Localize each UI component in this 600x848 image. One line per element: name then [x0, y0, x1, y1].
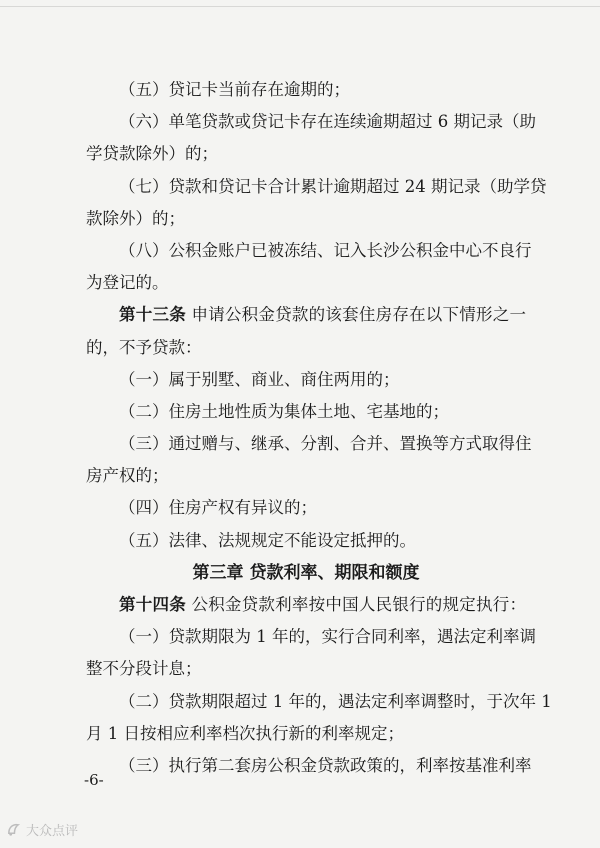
clause-line: （六）单笔贷款或贷记卡存在连续逾期超过 6 期记录（助	[119, 112, 536, 132]
clause-line: 款除外）的；	[86, 208, 185, 228]
clause-line: （八）公积金账户已被冻结、记入长沙公积金中心不良行	[119, 240, 532, 260]
clause-line: 为登记的。	[86, 273, 169, 293]
clause-line: （三）通过赠与、继承、分割、合并、置换等方式取得住	[119, 434, 532, 454]
document-page	[86, 74, 552, 782]
article-13-text: 申请公积金贷款的该套住房存在以下情形之一	[185, 305, 527, 325]
clause-line: 月 1 日按相应利率档次执行新的利率规定；	[86, 723, 404, 743]
top-edge-rule	[0, 6, 600, 7]
article-13-line	[86, 299, 526, 331]
clause-line: （二）住房土地性质为集体土地、宅基地的；	[119, 401, 449, 421]
article-13-heading: 第十三条	[119, 305, 186, 325]
clause-line: （一）贷款期限为 1 年的，实行合同利率，遇法定利率调	[119, 627, 536, 647]
dianping-logo-icon	[6, 822, 21, 837]
article-14-text: 公积金贷款利率按中国人民银行的规定执行：	[185, 595, 527, 614]
page-number: -6-	[84, 771, 104, 789]
chapter-heading: 第三章 贷款利率、期限和额度	[192, 562, 420, 583]
watermark-text: 大众点评	[26, 824, 79, 839]
clause-line: （五）法律、法规规定不能设定抵押的。	[119, 530, 416, 550]
clause-line: （三）执行第二套房公积金贷款政策的，利率按基准利率	[119, 755, 532, 775]
clause-line: （四）住房产权有异议的；	[119, 498, 317, 518]
clause-line: （一）属于别墅、商业、商住两用的；	[119, 369, 400, 389]
article-14-line	[86, 589, 526, 621]
clause-line: 房产权的；	[86, 466, 169, 486]
clause-line: （五）贷记卡当前存在逾期的；	[119, 80, 350, 99]
clause-line: 的，不予贷款：	[86, 337, 202, 357]
clause-line: （二）贷款期限超过 1 年的，遇法定利率调整时，于次年 1	[119, 691, 552, 711]
watermark	[6, 820, 78, 839]
clause-line: 学贷款除外）的；	[86, 144, 218, 164]
clause-line: 整不分段计息；	[86, 659, 202, 679]
clause-line: （七）贷款和贷记卡合计累计逾期超过 24 期记录（助学贷	[119, 176, 547, 196]
article-14-heading: 第十四条	[119, 595, 186, 614]
